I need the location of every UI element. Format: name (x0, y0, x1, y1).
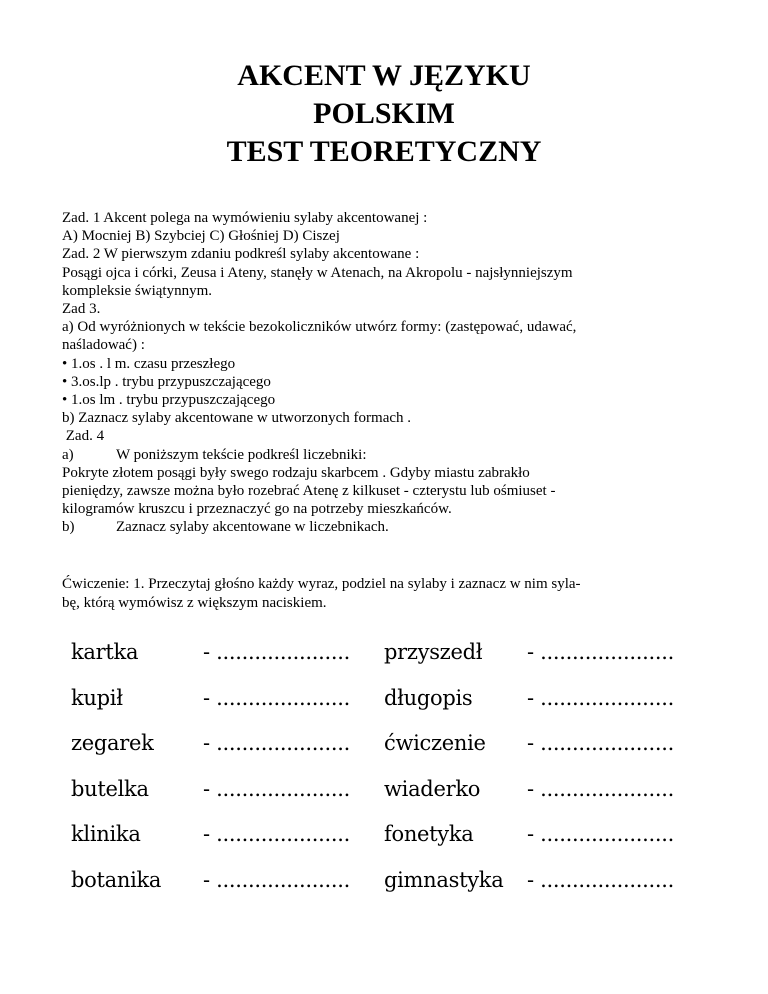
title-line-1: AKCENT W JĘZYKU (237, 59, 531, 92)
text-line: A) Mocniej B) Szybciej C) Głośniej D) Ciszej (62, 228, 340, 245)
exercise-line-1: Ćwiczenie: 1. Przeczytaj głośno każdy wyraz, podziel na sylaby i zaznacz w nim syla- (62, 576, 581, 592)
word-left: botanika (71, 867, 162, 892)
word-left: butelka (71, 776, 149, 801)
text-line: Posągi ojca i córki, Zeusa i Ateny, stanęły w Atenach, na Akropolu - najsłynniejszym (62, 264, 573, 281)
word-right: długopis (384, 685, 473, 710)
task4-b-label: b) (62, 519, 75, 536)
task4-a (62, 446, 722, 464)
text-line: Pokryte złotem posągi były swego rodzaju skarbcem . Gdyby miastu zabrakło (62, 464, 530, 481)
text-line: Zad. 4 (62, 428, 105, 445)
text-line: • 1.os . l m. czasu przeszłego (62, 355, 236, 372)
text-line: Zad. 2 W pierwszym zdaniu podkreśl sylaby akcentowane : (62, 246, 420, 263)
word-left: kartka (71, 640, 139, 664)
word-left: kupił (71, 685, 123, 710)
answer-blank-left: - ..................... (203, 776, 351, 801)
word-row (71, 765, 711, 811)
text-line: b) Zaznacz sylaby akcentowane w utworzonych formach . (62, 410, 412, 427)
word-list (71, 628, 711, 901)
answer-blank-left: - ..................... (203, 685, 351, 710)
text-line: a) Od wyróżnionych w tekście bezokoliczników utwórz formy: (zastępować, udawać, (62, 319, 577, 336)
text-line: pieniędzy, zawsze można było rozebrać Atenę z kilkuset - czterystu lub ośmiuset - (62, 483, 556, 500)
text-line: Zad 3. (62, 301, 101, 318)
answer-blank-left: - ..................... (203, 822, 351, 846)
task4-b-text: Zaznacz sylaby akcentowane w liczebnikach. (116, 519, 389, 536)
answer-blank-right: - ..................... (527, 731, 675, 755)
text-line: naśladować) : (62, 337, 145, 354)
word-right: fonetyka (384, 822, 474, 846)
word-row (71, 719, 711, 765)
word-row (71, 674, 711, 720)
exercise-line-2: bę, którą wymówisz z większym naciskiem. (62, 595, 327, 611)
word-left: klinika (71, 822, 141, 846)
word-right: gimnastyka (384, 867, 504, 892)
exercise-instructions (62, 575, 712, 613)
word-left: zegarek (71, 731, 154, 755)
text-line: kilogramów kruszcu i przeznaczyć go na potrzeby mieszkańców. (62, 501, 452, 518)
title-line-2: POLSKIM (313, 97, 455, 130)
task4-a-label: a) (62, 446, 74, 463)
word-row (71, 810, 711, 856)
text-line: kompleksie świątynnym. (62, 282, 212, 299)
text-line: • 3.os.lp . trybu przypuszczającego (62, 373, 271, 390)
word-right: wiaderko (384, 776, 481, 801)
test-body (62, 209, 722, 537)
answer-blank-right: - ..................... (527, 776, 675, 801)
answer-blank-left: - ..................... (203, 640, 351, 664)
answer-blank-right: - ..................... (527, 867, 675, 892)
word-row (71, 628, 711, 674)
answer-blank-left: - ..................... (203, 731, 351, 755)
answer-blank-right: - ..................... (527, 822, 675, 846)
answer-blank-right: - ..................... (527, 685, 675, 710)
title-line-3: TEST TEORETYCZNY (226, 135, 542, 168)
word-right: przyszedł (384, 640, 483, 664)
text-line: • 1.os lm . trybu przypuszczającego (62, 392, 276, 409)
text-line: Zad. 1 Akcent polega na wymówieniu sylaby akcentowanej : (62, 210, 428, 226)
answer-blank-right: - ..................... (527, 640, 675, 664)
word-row (71, 856, 711, 902)
task4-b (62, 518, 722, 536)
task4-a-text: W poniższym tekście podkreśl liczebniki: (116, 446, 367, 463)
page-title (0, 57, 768, 171)
answer-blank-left: - ..................... (203, 867, 351, 892)
word-right: ćwiczenie (384, 731, 486, 755)
